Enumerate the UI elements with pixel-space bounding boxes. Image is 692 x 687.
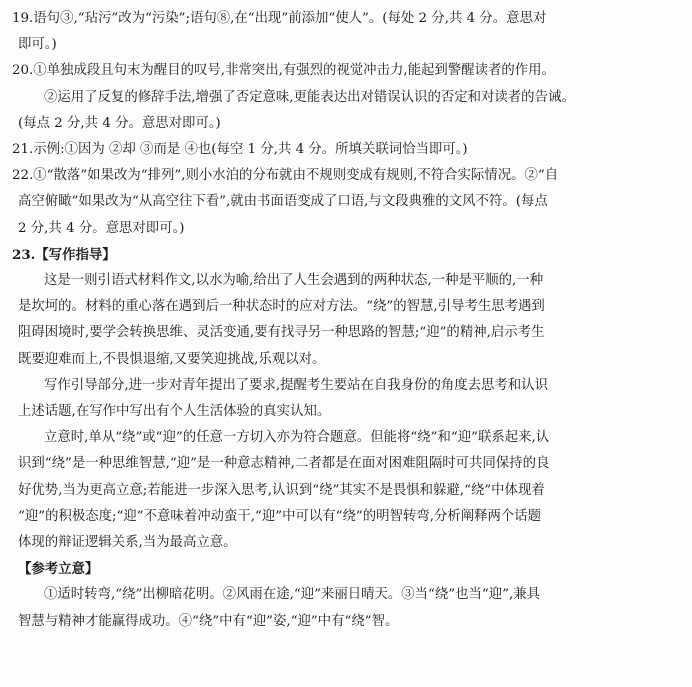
q23-p1-line-2: 是坎坷的。材料的重心落在遇到后一种状态时的应对方法。“绕”的智慧,引导考生思考遇到 bbox=[18, 299, 545, 315]
q23-p3-line-2: 识到“绕”是一种思维智慧,“迎”是一种意志精神,二者都是在面对困难阻隔时可共同保持的良 bbox=[18, 456, 550, 472]
q23-p2-line-1: 写作引导部分,进一步对青年提出了要求,提醒考生要站在自我身份的角度去思考和认识 bbox=[44, 377, 548, 393]
q20-line-1: 20.①单独成段且句末为醒目的叹号,非常突出,有强烈的视觉冲击力,能起到警醒读者的作用。 bbox=[12, 63, 555, 79]
q23-p3-line-4: “迎”的积极态度;“迎”不意味着冲动蛮干,“迎”中可以有“绕”的明智转弯,分析阐释两个话题 bbox=[18, 508, 542, 524]
q23-ref-line-1: ①适时转弯,“绕”出柳暗花明。②风雨在途,“迎”来丽日晴天。③当“绕”也当“迎”,兼具 bbox=[44, 587, 541, 603]
q23-p3-line-1: 立意时,单从“绕”或“迎”的任意一方切入亦为符合题意。但能将“绕”和“迎”联系起来,认 bbox=[44, 430, 550, 446]
q23-ref-heading: 【参考立意】 bbox=[18, 561, 99, 578]
q22-line-1: 22.①“散落”如果改为“排列”,则小水泊的分布就由不规则变成有规则,不符合实际情况。②“自 bbox=[12, 168, 559, 184]
q23-p3-line-5: 体现的辩证逻辑关系,当为最高立意。 bbox=[18, 535, 237, 551]
q22-line-2: 高空俯瞰”如果改为“从高空往下看”,就由书面语变成了口语,与文段典雅的文风不符。(每点 bbox=[18, 194, 548, 210]
q20-line-3: (每点 2 分,共 4 分。意思对即可。) bbox=[18, 115, 221, 131]
q20-line-2: ②运用了反复的修辞手法,增强了否定意味,更能表达出对错误认识的否定和对读者的告诫。 bbox=[44, 89, 575, 105]
q23-p3-line-3: 好优势,当为更高立意;若能进一步深入思考,认识到“绕”其实不是畏惧和躲避,“绕”中体现着 bbox=[18, 482, 545, 498]
q19-line-1: 19.语句③,“玷污”改为“污染”;语句⑧,在“出现”前添加“使人”。(每处 2 分,共 4 分。意思对 bbox=[12, 11, 547, 26]
q23-p2-line-2: 上述话题,在写作中写出有个人生活体验的真实认知。 bbox=[18, 404, 331, 420]
q23-p1-line-3: 阻碍困境时,要学会转换思维、灵活变通,要有找寻另一种思路的智慧;“迎”的精神,启示考生 bbox=[18, 325, 545, 341]
q23-heading: 23.【写作指导】 bbox=[12, 246, 116, 263]
q23-ref-line-2: 智慧与精神才能赢得成功。④“绕”中有“迎”姿,“迎”中有“绕”智。 bbox=[18, 613, 399, 629]
q22-line-3: 2 分,共 4 分。意思对即可。) bbox=[18, 220, 185, 236]
q21-line-1: 21.示例:①因为 ②却 ③而是 ④也(每空 1 分,共 4 分。所填关联词恰当即可。) bbox=[12, 142, 468, 158]
q23-p1-line-1: 这是一则引语式材料作文,以水为喻,给出了人生会遇到的两种状态,一种是平顺的,一种 bbox=[44, 273, 544, 289]
q19-line-2: 即可。) bbox=[18, 37, 57, 53]
q23-p1-line-4: 既要迎难而上,不畏惧退缩,又要笑迎挑战,乐观以对。 bbox=[18, 351, 326, 367]
